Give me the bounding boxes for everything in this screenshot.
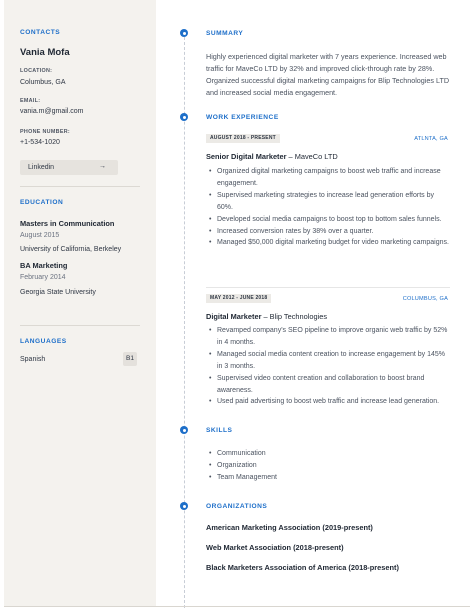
list-item: • Used paid advertising to boost web traffic and increase lead generation. [208, 396, 450, 408]
education-heading: EDUCATION [20, 199, 64, 206]
list-item: • Supervised video content creation and collaboration to boost brand awareness. [208, 373, 450, 397]
list-item: • Managed social media content creation to increase engagement by 145% in 3 months. [208, 349, 450, 373]
job-location: COLUMBUS, GA [402, 296, 448, 302]
candidate-name: Vania Mofa [20, 47, 70, 58]
job-role: Senior Digital Marketer [206, 152, 287, 161]
organizations-heading: ORGANIZATIONS [206, 503, 268, 510]
email-label: EMAIL: [20, 98, 41, 104]
job-bullets [208, 166, 450, 249]
list-item: • Organization [208, 460, 277, 472]
organization-item: Web Market Association (2018-present) [206, 543, 344, 552]
summary-text: Highly experienced digital marketer with 7 years experience. Increased web traffic for MaveCo LTD by 32% and improved click-through rate by 28%. Organized successful digital marketing campaigns for Blip Technologies LTD and increased social media engagement. [206, 52, 450, 97]
languages-heading: LANGUAGES [20, 338, 67, 345]
list-item: • Supervised marketing strategies to increase lead generation efforts by 60%. [208, 190, 450, 214]
list-item: • Revamped company's SEO pipeline to improve organic web traffic by 52% in 4 months. [208, 325, 450, 349]
job-title [206, 152, 338, 161]
list-item: • Organized digital marketing campaigns to boost web traffic and increase engagement. [208, 166, 450, 190]
sidebar-divider [20, 186, 140, 187]
list-item: • Communication [208, 448, 277, 460]
work-experience-heading: WORK EXPERIENCE [206, 114, 279, 121]
job-company: – MaveCo LTD [286, 152, 338, 161]
education-school: University of California, Berkeley [20, 246, 122, 253]
arrow-right-icon: → [99, 163, 106, 170]
organization-item: American Marketing Association (2019-present) [206, 523, 373, 532]
list-item: • Managed $50,000 digital marketing budget for video marketing campaigns. [208, 237, 450, 249]
job-bullets [208, 325, 450, 408]
job-company: – Blip Technologies [261, 312, 328, 321]
email-value[interactable]: vania.m@gmail.com [20, 108, 84, 115]
education-degree: BA Marketing [20, 261, 68, 270]
job-date-badge: AUGUST 2018 - PRESENT [206, 134, 280, 143]
job-title [206, 312, 327, 321]
job-role: Digital Marketer [206, 312, 262, 321]
summary-heading: SUMMARY [206, 30, 244, 37]
language-level-badge: B1 [123, 352, 137, 366]
sidebar-divider [20, 325, 140, 326]
job-location: ATLNTA, GA [414, 136, 448, 142]
list-item: • Developed social media campaigns to boost top to bottom sales funnels. [208, 214, 450, 226]
timeline-dot-icon [180, 29, 188, 37]
skills-heading: SKILLS [206, 427, 233, 434]
contacts-heading: CONTACTS [20, 29, 61, 36]
phone-label: PHONE NUMBER: [20, 129, 71, 135]
education-degree: Masters in Communication [20, 219, 115, 228]
location-value: Columbus, GA [20, 79, 66, 86]
job-date-badge: MAY 2012 - JUNE 2018 [206, 294, 271, 303]
education-date: August 2015 [20, 232, 60, 239]
language-name: Spanish [20, 356, 46, 363]
job-divider [206, 287, 450, 288]
sidebar [4, 0, 156, 606]
page-bottom-border [4, 606, 470, 607]
list-item: • Team Management [208, 472, 277, 484]
organization-item: Black Marketers Association of America (2018-present) [206, 563, 399, 572]
list-item: • Increased conversion rates by 38% over a quarter. [208, 226, 450, 238]
timeline-dot-icon [180, 502, 188, 510]
skills-list [208, 448, 277, 484]
linkedin-button[interactable] [20, 160, 118, 175]
timeline-dot-icon [180, 113, 188, 121]
phone-value[interactable]: +1-534-1020 [20, 139, 60, 146]
linkedin-label: Linkedin [28, 163, 55, 171]
location-label: LOCATION: [20, 68, 53, 74]
timeline-dot-icon [180, 426, 188, 434]
education-date: February 2014 [20, 274, 66, 281]
education-school: Georgia State University [20, 289, 96, 296]
